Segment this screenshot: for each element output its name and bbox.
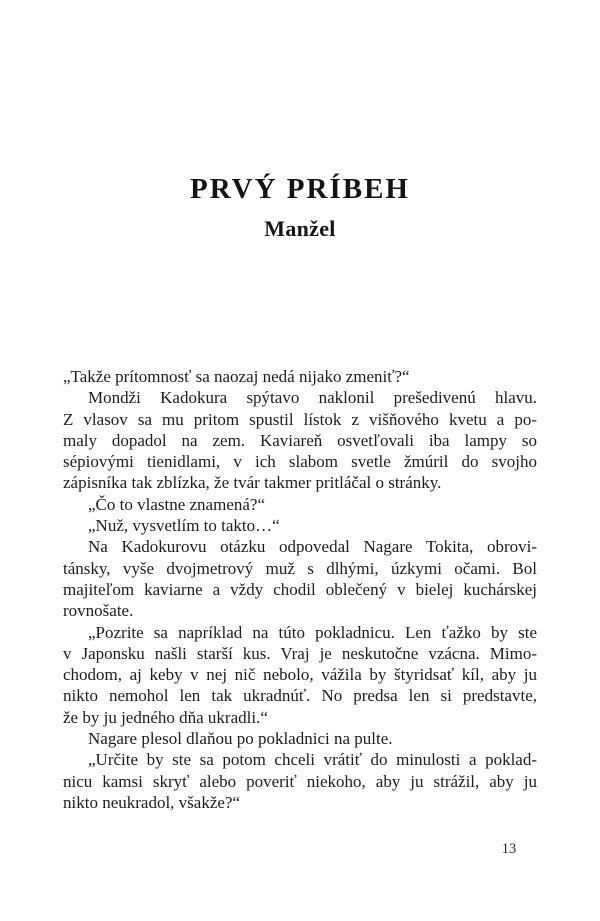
- text-line: maly dopadol na zem. Kaviareň osvetľovali iba lampy so: [63, 430, 537, 450]
- text-line: nikto nemohol len tak ukradnúť. No predsa len si predstavte,: [63, 686, 537, 706]
- text-line: v Japonsku našli starší kus. Vraj je neskutočne vzácna. Mimo-: [63, 643, 537, 663]
- text-line: Mondži Kadokura spýtavo naklonil prešedivenú hlavu.: [88, 388, 537, 408]
- text-line: „Pozrite sa napríklad na túto pokladnicu. Len ťažko by ste: [88, 622, 537, 642]
- chapter-title: PRVÝ PRÍBEH: [190, 173, 410, 205]
- text-line: Z vlasov sa mu pritom spustil lístok z višňového kvetu a po-: [63, 409, 537, 429]
- text-line: že by ju jedného dňa ukradli.“: [63, 707, 268, 727]
- text-line: „Čo to vlastne znamená?“: [88, 494, 266, 514]
- text-line: majiteľom kaviarne a vždy chodil oblečený v bielej kuchárskej: [63, 579, 537, 599]
- text-block: [63, 366, 537, 813]
- text-line: Nagare plesol dlaňou po pokladnici na pulte.: [88, 729, 393, 749]
- text-line: tánsky, vyše dvojmetrový muž s dlhými, úzkymi očami. Bol: [63, 558, 537, 578]
- chapter-subtitle: Manžel: [264, 216, 336, 241]
- text-line: „Takže prítomnosť sa naozaj nedá nijako zmeniť?“: [63, 367, 410, 386]
- text-line: rovnošate.: [63, 601, 134, 621]
- text-line: Na Kadokurovu otázku odpovedal Nagare Tokita, obrovi-: [88, 537, 537, 557]
- text-line: chodom, aj keby v nej nič nebolo, vážila by štyridsať kíl, aby ju: [63, 665, 537, 685]
- text-line: sépiovými tienidlami, v ich slabom svetle žmúril do svojho: [63, 452, 537, 472]
- page-number: 13: [501, 841, 517, 857]
- text-line: „Určite by ste sa potom chceli vrátiť do minulosti a poklad-: [88, 750, 537, 770]
- text-line: zápisníka tak zblízka, že tvár takmer pritláčal o stránky.: [63, 473, 442, 493]
- text-line: nikto neukradol, všakže?“: [63, 792, 241, 812]
- text-line: nicu kamsi skryť alebo poveriť niekoho, aby ju strážil, aby ju: [63, 771, 537, 791]
- text-line: „Nuž, vysvetlím to takto…“: [88, 516, 280, 536]
